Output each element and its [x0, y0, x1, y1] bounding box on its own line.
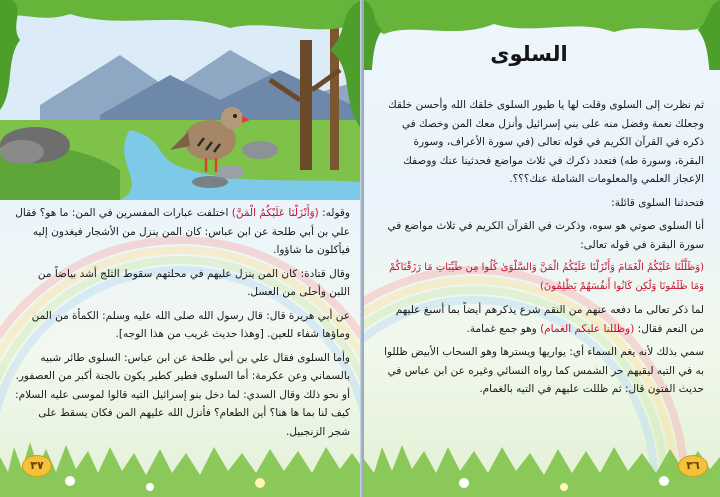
paragraph-cloud: سمي بذلك لأنه يغم السماء أي: يواريها ويسترها وهو السحاب الأبيض ظللوا به في التيه ليقيهم حر الشمس كما رواه النسائي وغيره عن ابن عباس في حديث الفتون قال: ثم ظللت عليهم في التيه بالغمام.: [384, 346, 704, 395]
p1-suffix: اختلفت عبارات المفسرين في المن: ما هو؟ فقال علي بن أبي طلحة عن ابن عباس: كان المن ينزل من الأشجار فيغدون إليه فيأكلون ما شاؤوا.: [15, 207, 350, 256]
p3-before: لما ذكر تعالى ما دفعه عنهم من النقم شرع يذكرهم أيضاً بما أسبغ عليهم من النعم فقال:: [395, 304, 704, 335]
grass-border: [0, 417, 362, 497]
right-text: [382, 96, 704, 404]
intro-paragraph: ثم نظرت إلى السلوى وقلت لها يا طيور السلوى خلقك الله وأحسن خلقك وجعلك نعمة وفضل منه على بني إسرائيل وأنزل معك المن وخصك في ذكره في القرآن الكريم في قوله تعالى (في سورة الأعراف، وسورة البقرة، وسورة طه) فتعدد ذكرك في ثلاث مواضع فحدثينا عنك ووصفك الإعجاز العلمي والمعلومات الشاملة عنك؟؟؟.: [388, 99, 704, 185]
p3-after: وهو جمع غمامة.: [466, 322, 541, 335]
verse-highlight: (وَأَنْزَلْنَا عَلَيْكُمُ الْمَنَّ): [231, 207, 319, 219]
paragraph-1: [14, 204, 350, 260]
paragraph-blessings: [382, 301, 704, 338]
answer-paragraph: أنا السلوى صوتي هو سوه، وذكرت في القرآن الكريم في ثلاث مواضع في سورة البقرة في قوله تعالى:: [387, 220, 704, 251]
left-text: [14, 204, 350, 446]
page-title: السلوى: [490, 42, 568, 66]
page-number-right: ٣٦: [678, 455, 708, 477]
paragraph-3: عن أبي هريرة قال: قال رسول الله صلى الله عليه وسلم: الكمأة من المن وماؤها شفاء للعين. [وهذا حديث غريب من هذا الوجه].: [31, 309, 350, 340]
p3-verse: (وظللنا عليكم الغمام): [540, 322, 635, 335]
scene-illustration: [0, 0, 362, 200]
grass-border-right: [364, 417, 720, 497]
paragraph-4: وأما السلوى فقال علي بن أبي طلحة عن ابن عباس: السلوى طائر شبيه بالسماني وعن عكرمة: أما السلوى فطير كطير يكون بالجنة أكبر من العصفور. أو نحو ذلك وقال السدي: لما دخل بنو إسرائيل التيه قالوا لموسى عليه السلام: كيف لنا بما ها هنا؟ أين الطعام؟ فأنزل الله عليهم المن فكان يسقط على شجر الزنجبيل.: [15, 351, 350, 438]
paragraph-2: وقال قتادة: كان المن ينزل عليهم في محلتهم سقوط الثلج أشد بياضاً من اللبن وأحلى من العسل.: [37, 267, 350, 298]
page-number-left: ٣٧: [22, 455, 52, 477]
said-line: فتحدثنا السلوى قائلة:: [611, 196, 704, 209]
quran-verse: (وَظَلَّلْنَا عَلَيْكُمُ الْغَمَامَ وَأَنْزَلْنَا عَلَيْكُمُ الْمَنَّ وَالسَّلْوَىٰ كُلُوا مِن طَيِّبَاتِ مَا رَزَقْنَاكُمْ وَمَا ظَلَمُونَا وَلَٰكِن كَانُوا أَنفُسَهُمْ يَظْلِمُونَ): [389, 262, 704, 292]
p1-prefix: وقوله:: [318, 207, 350, 219]
